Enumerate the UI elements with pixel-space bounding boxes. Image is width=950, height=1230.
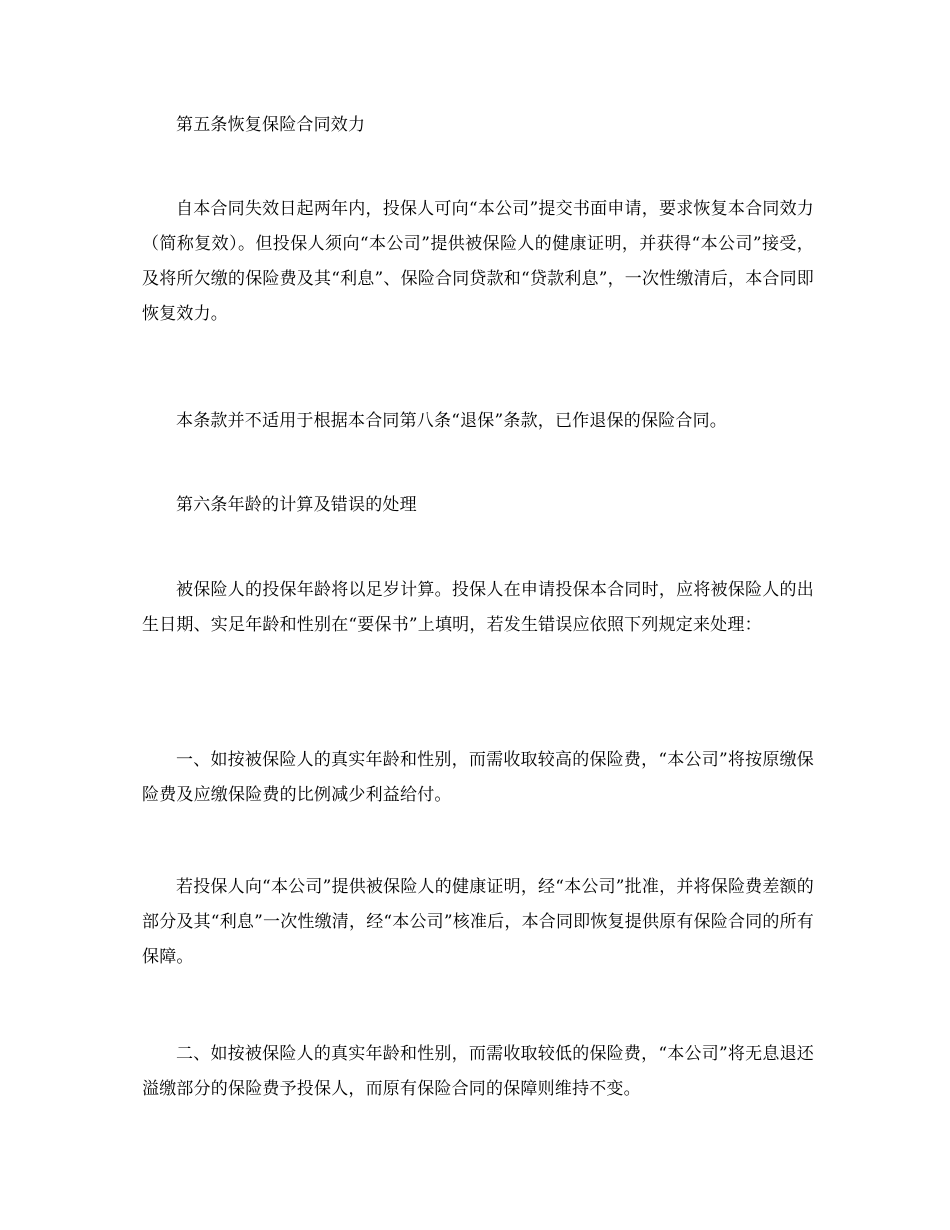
article-5-heading: 第五条恢复保险合同效力 [176,115,366,135]
article-6-paragraph-item-2: 二、如按被保险人的真实年龄和性别，而需收取较低的保险费，“本公司”将无息退还溢缴部分的保险费予投保人，而原有保险合同的保障则维持不变。 [142,1044,814,1099]
article-6-paragraph-item-1: 一、如按被保险人的真实年龄和性别，而需收取较高的保险费，“本公司”将按原缴保险费及应缴保险费的比例减少利益给付。 [142,750,814,805]
article-5-paragraph-reinstatement: 自本合同失效日起两年内，投保人可向“本公司”提交书面申请，要求恢复本合同效力（简称复效）。但投保人须向“本公司”提供被保险人的健康证明，并获得“本公司”接受，及将所欠缴的保险费及其“利息”、保险合同贷款和“贷款利息”，一次性缴清后，本合同即恢复效力。 [142,199,814,324]
article-6-heading: 第六条年龄的计算及错误的处理 [176,495,417,515]
article-6-paragraph-health-proof: 若投保人向“本公司”提供被保险人的健康证明，经“本公司”批准，并将保险费差额的部分及其“利息”一次性缴清，经“本公司”核准后，本合同即恢复提供原有保险合同的所有保障。 [142,877,814,967]
article-5-paragraph-exception: 本条款并不适用于根据本合同第八条“退保”条款，已作退保的保险合同。 [176,411,727,431]
article-6-paragraph-age-calculation: 被保险人的投保年龄将以足岁计算。投保人在申请投保本合同时，应将被保险人的出生日期、实足年龄和性别在“要保书”上填明，若发生错误应依照下列规定来处理： [142,580,814,635]
